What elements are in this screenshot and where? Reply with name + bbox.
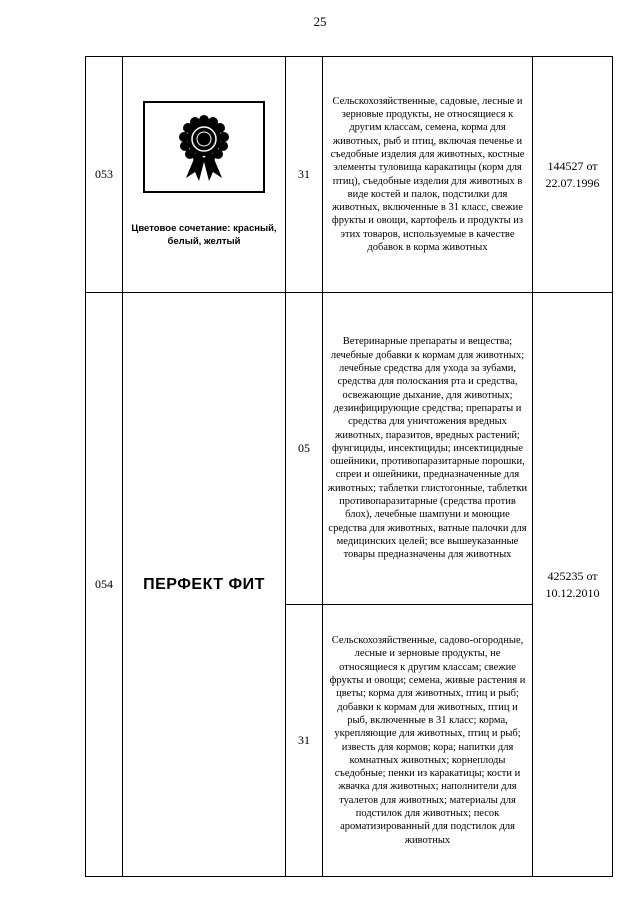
trademark-name: ПЕРФЕКТ ФИТ bbox=[123, 293, 286, 877]
registration-number: 425235 от 10.12.2010 bbox=[533, 293, 613, 877]
page-number: 25 bbox=[313, 14, 327, 29]
goods-description: Сельскохозяйственные, садовые, лесные и зерновые продукты, не относящиеся к другим классам, семена, корма для животных, рыб и птиц, включая печенье и съедобные изделия для животных, костные элементы туловища каракатицы (корм для птиц), съедобные изделия для животных в виде костей и палок, подстилки для животных, включенные в 31 класс, свежие фрукты и овощи, картофель и продукты из этих товаров, используемые в качестве добавок в корма животных bbox=[323, 57, 533, 293]
goods-description: Сельскохозяйственные, садово-огородные, лесные и зерновые продукты, не относящиеся к другим классам; свежие фрукты и овощи; семена, живые растения и цветы; корма для животных, птиц и рыб; добавки к кормам для животных, птиц и рыб, включенные в 31 класс; корма, укрепляющие для животных, птиц и рыб; известь для кормов; кора; напитки для комнатных животных; корнеплоды съедобные; пенки из каракатицы; кости и жвачка для животных; наполнители для туалетов для животных; материалы для подстилок для животных; песок ароматизированный для подстилок для животных bbox=[323, 605, 533, 877]
table-row-054-class05 bbox=[86, 293, 613, 605]
table-row-053 bbox=[86, 57, 613, 293]
rosette-medal-icon bbox=[154, 110, 254, 184]
trademark-registry-table bbox=[85, 56, 613, 877]
color-combination-caption: Цветовое сочетание: красный, белый, желтый bbox=[131, 223, 277, 247]
registration-number: 144527 от 22.07.1996 bbox=[533, 57, 613, 293]
trademark-image bbox=[143, 101, 265, 193]
class-number: 31 bbox=[286, 605, 323, 877]
goods-description: Ветеринарные препараты и вещества; лечебные добавки к кормам для животных; лечебные средства для ухода за зубами, средства для полоскания рта и средства, освежающие дыхание, для животных; дезинфицирующие средства; препараты и средства для уничтожения вредных животных, паразитов, вредных растений; фунгициды, инсектициды; инсектицидные ошейники, противопаразитарные порошки, спреи и ошейники, предназначенные для животных; таблетки глистогонные, таблетки противопаразитарные (средства против блох), лечебные шампуни и моющие средства для животных, ватные палочки для медицинских целей; все вышеуказанные товары предназначены для животных bbox=[323, 293, 533, 605]
class-number: 05 bbox=[286, 293, 323, 605]
trademark-cell bbox=[123, 57, 286, 293]
record-number: 054 bbox=[86, 293, 123, 877]
record-number: 053 bbox=[86, 57, 123, 293]
class-number: 31 bbox=[286, 57, 323, 293]
